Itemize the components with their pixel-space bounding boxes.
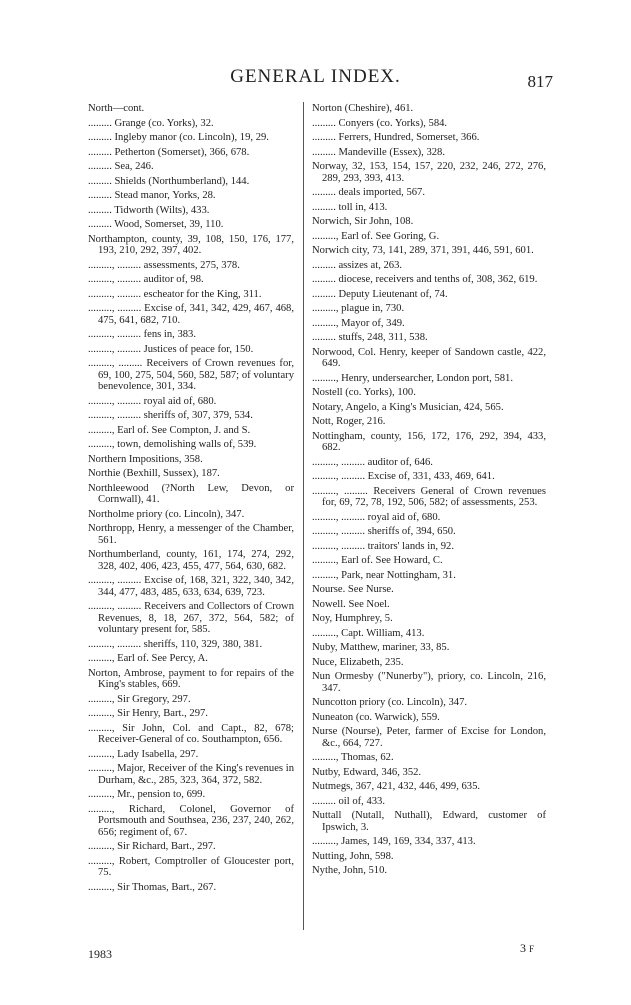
index-entry: ........., Mr., pension to, 699. bbox=[88, 789, 206, 800]
index-entry: ........., Park, near Nottingham, 31. bbox=[312, 569, 456, 581]
index-entry: ........., James, 149, 169, 334, 337, 413. bbox=[312, 836, 476, 847]
index-entry: ........., Thomas, 62. bbox=[312, 752, 394, 763]
index-column-left bbox=[88, 103, 294, 896]
index-entry: ........., Robert, Comptroller of Gloucester port, 75. bbox=[88, 855, 294, 878]
index-entry: Nuttall (Nutall, Nuthall), Edward, customer of Ipswich, 3. bbox=[312, 810, 546, 833]
index-entry: ........., ......... Receivers of Crown revenues for, 69, 100, 275, 504, 560, 582, 587; of voluntary benevolence, 301, 334. bbox=[88, 358, 294, 392]
index-entry: ........., ......... royal aid of, 680. bbox=[312, 511, 441, 523]
index-entry: Nun Ormesby ("Nunerby"), priory, co. Lincoln, 216, 347. bbox=[312, 671, 546, 694]
index-entry: Northern Impositions, 358. bbox=[88, 453, 203, 465]
index-entry: ......... Shields (Northumberland), 144. bbox=[88, 175, 250, 187]
index-entry: ........., Sir Richard, Bart., 297. bbox=[88, 841, 216, 852]
footer-sheet-mark bbox=[520, 941, 534, 956]
index-entry: Nuneaton (co. Warwick), 559. bbox=[312, 711, 440, 723]
index-entry: Nuce, Elizabeth, 235. bbox=[312, 656, 404, 668]
index-entry: ........., Mayor of, 349. bbox=[312, 317, 405, 329]
sheet-mark-number: 3 bbox=[520, 941, 526, 955]
index-entry: ......... diocese, receivers and tenths of, 308, 362, 619. bbox=[312, 274, 538, 285]
index-column-right bbox=[312, 103, 546, 880]
index-entry: North—cont. bbox=[88, 103, 145, 114]
index-entry: ........., ......... sheriffs, 110, 329, 380, 381. bbox=[88, 638, 263, 650]
index-entry: Norwich city, 73, 141, 289, 371, 391, 446, 591, 601. bbox=[312, 245, 534, 256]
index-entry: ......... Sea, 246. bbox=[88, 161, 154, 172]
index-entry: ........., ......... fens in, 383. bbox=[88, 329, 196, 340]
index-entry: ......... Wood, Somerset, 39, 110. bbox=[88, 219, 224, 230]
index-entry: ........., ......... Excise of, 331, 433, 469, 641. bbox=[312, 471, 495, 482]
index-entry: ........., plague in, 730. bbox=[312, 303, 405, 314]
index-entry: ........., Earl of. See Percy, A. bbox=[88, 653, 208, 664]
index-entry: Nurse (Nourse), Peter, farmer of Excise for London, &c., 664, 727. bbox=[312, 726, 546, 749]
index-entry: Notary, Angelo, a King's Musician, 424, 565. bbox=[312, 401, 504, 413]
index-entry: ......... Ferrers, Hundred, Somerset, 366. bbox=[312, 132, 480, 143]
index-entry: ........., ......... sheriffs of, 394, 650. bbox=[312, 526, 456, 537]
index-entry: Norway, 32, 153, 154, 157, 220, 232, 246, 272, 276, 289, 293, 393, 413. bbox=[312, 161, 546, 184]
index-entry: ........., ......... Receivers General of Crown revenues for, 69, 72, 78, 192, 506, 582; of assessments, 253. bbox=[312, 485, 546, 508]
index-entry: Noy, Humphrey, 5. bbox=[312, 613, 393, 624]
index-entry: ........., ......... auditor of, 98. bbox=[88, 274, 204, 285]
index-entry: ........., Lady Isabella, 297. bbox=[88, 748, 199, 760]
index-entry: Northleewood (?North Lew, Devon, or Cornwall), 41. bbox=[88, 482, 294, 505]
index-entry: Norton (Cheshire), 461. bbox=[312, 103, 414, 114]
index-entry: Northampton, county, 39, 108, 150, 176, 177, 193, 210, 292, 397, 402. bbox=[88, 233, 294, 256]
index-entry: Nutting, John, 598. bbox=[312, 850, 394, 862]
index-entry: ........., Sir Henry, Bart., 297. bbox=[88, 708, 208, 719]
index-entry: ........., Earl of. See Howard, C. bbox=[312, 555, 443, 566]
index-entry: ........., ......... Receivers and Collectors of Crown Revenues, 8, 18, 267, 372, 564, 582; of voluntary present for, 585. bbox=[88, 601, 294, 635]
index-entry: ......... Grange (co. Yorks), 32. bbox=[88, 117, 214, 129]
index-entry: ........., ......... royal aid of, 680. bbox=[88, 395, 217, 407]
index-entry: ......... assizes at, 263. bbox=[312, 259, 403, 271]
index-entry: ......... deals imported, 567. bbox=[312, 187, 425, 198]
index-entry: ........., ......... assessments, 275, 378. bbox=[88, 259, 240, 271]
index-entry: ......... Deputy Lieutenant of, 74. bbox=[312, 288, 448, 300]
index-entry: ........., Sir Thomas, Bart., 267. bbox=[88, 881, 217, 893]
index-entry: Northie (Bexhill, Sussex), 187. bbox=[88, 468, 220, 479]
index-entry: ........., ......... Justices of peace for, 150. bbox=[88, 343, 254, 355]
index-entry: ......... Tidworth (Wilts), 433. bbox=[88, 204, 210, 216]
index-entry: ........., ......... Excise of, 341, 342, 429, 467, 468, 475, 641, 682, 710. bbox=[88, 303, 294, 326]
index-entry: Nowell. See Noel. bbox=[312, 598, 390, 610]
sheet-mark-letter: F bbox=[529, 944, 535, 954]
index-entry: ........., Sir John, Col. and Capt., 82, 678; Receiver-General of co. Southampton, 656. bbox=[88, 722, 294, 745]
index-entry: ........., Capt. William, 413. bbox=[312, 627, 425, 639]
index-entry: Norton, Ambrose, payment to for repairs of the King's stables, 669. bbox=[88, 667, 294, 690]
index-entry: ......... Stead manor, Yorks, 28. bbox=[88, 190, 216, 201]
index-entry: ........., Henry, undersearcher, London port, 581. bbox=[312, 372, 513, 384]
index-entry: ........., ......... Excise of, 168, 321, 322, 340, 342, 344, 477, 483, 485, 633, 634, 639, 723. bbox=[88, 575, 294, 598]
index-entry: Nuby, Matthew, mariner, 33, 85. bbox=[312, 642, 450, 653]
index-entry: ......... Ingleby manor (co. Lincoln), 19, 29. bbox=[88, 132, 269, 143]
index-entry: Nostell (co. Yorks), 100. bbox=[312, 387, 416, 398]
index-entry: ......... toll in, 413. bbox=[312, 201, 388, 213]
index-entry: Norwood, Col. Henry, keeper of Sandown castle, 422, 649. bbox=[312, 346, 546, 369]
header-title: GENERAL INDEX. bbox=[230, 66, 401, 87]
index-entry: ........., Earl of. See Compton, J. and S. bbox=[88, 424, 251, 436]
index-entry: ........., ......... auditor of, 646. bbox=[312, 456, 433, 468]
index-entry: Northumberland, county, 161, 174, 274, 292, 328, 402, 406, 423, 455, 477, 564, 630, 682. bbox=[88, 549, 294, 572]
index-entry: Nourse. See Nurse. bbox=[312, 584, 394, 595]
page-number: 817 bbox=[527, 72, 553, 91]
index-entry: ......... oil of, 433. bbox=[312, 795, 385, 807]
column-divider bbox=[303, 102, 304, 930]
index-entry: Nott, Roger, 216. bbox=[312, 416, 386, 427]
index-entry: Nottingham, county, 156, 172, 176, 292, 394, 433, 682. bbox=[312, 430, 546, 453]
index-entry: Nythe, John, 510. bbox=[312, 865, 388, 876]
index-entry: ......... Conyers (co. Yorks), 584. bbox=[312, 117, 448, 129]
index-entry: ........., ......... sheriffs of, 307, 379, 534. bbox=[88, 410, 253, 421]
index-entry: ......... stuffs, 248, 311, 538. bbox=[312, 332, 428, 343]
footer-signature: 1983 bbox=[88, 947, 112, 961]
index-entry: Nutby, Edward, 346, 352. bbox=[312, 766, 422, 778]
index-entry: ........., Earl of. See Goring, G. bbox=[312, 230, 440, 242]
index-entry: Norwich, Sir John, 108. bbox=[312, 216, 414, 227]
index-entry: Northropp, Henry, a messenger of the Chamber, 561. bbox=[88, 523, 294, 546]
index-entry: ......... Mandeville (Essex), 328. bbox=[312, 146, 445, 158]
index-entry: ........., Richard, Colonel, Governor of Portsmouth and Southsea, 236, 237, 240, 262, 656; regiment of, 67. bbox=[88, 803, 294, 838]
index-entry: ........., town, demolishing walls of, 539. bbox=[88, 439, 257, 450]
index-entry: Nutmegs, 367, 421, 432, 446, 499, 635. bbox=[312, 781, 481, 792]
index-entry: ........., Major, Receiver of the King's revenues in Durham, &c., 285, 323, 364, 372, 582. bbox=[88, 763, 294, 786]
index-entry: ........., ......... traitors' lands in, 92. bbox=[312, 540, 454, 552]
index-entry: Nuncotton priory (co. Lincoln), 347. bbox=[312, 697, 468, 708]
index-entry: ......... Petherton (Somerset), 366, 678. bbox=[88, 146, 250, 158]
index-entry: ........., ......... escheator for the King, 311. bbox=[88, 288, 262, 300]
index-entry: ........., Sir Gregory, 297. bbox=[88, 693, 191, 705]
index-entry: Northolme priory (co. Lincoln), 347. bbox=[88, 508, 245, 520]
